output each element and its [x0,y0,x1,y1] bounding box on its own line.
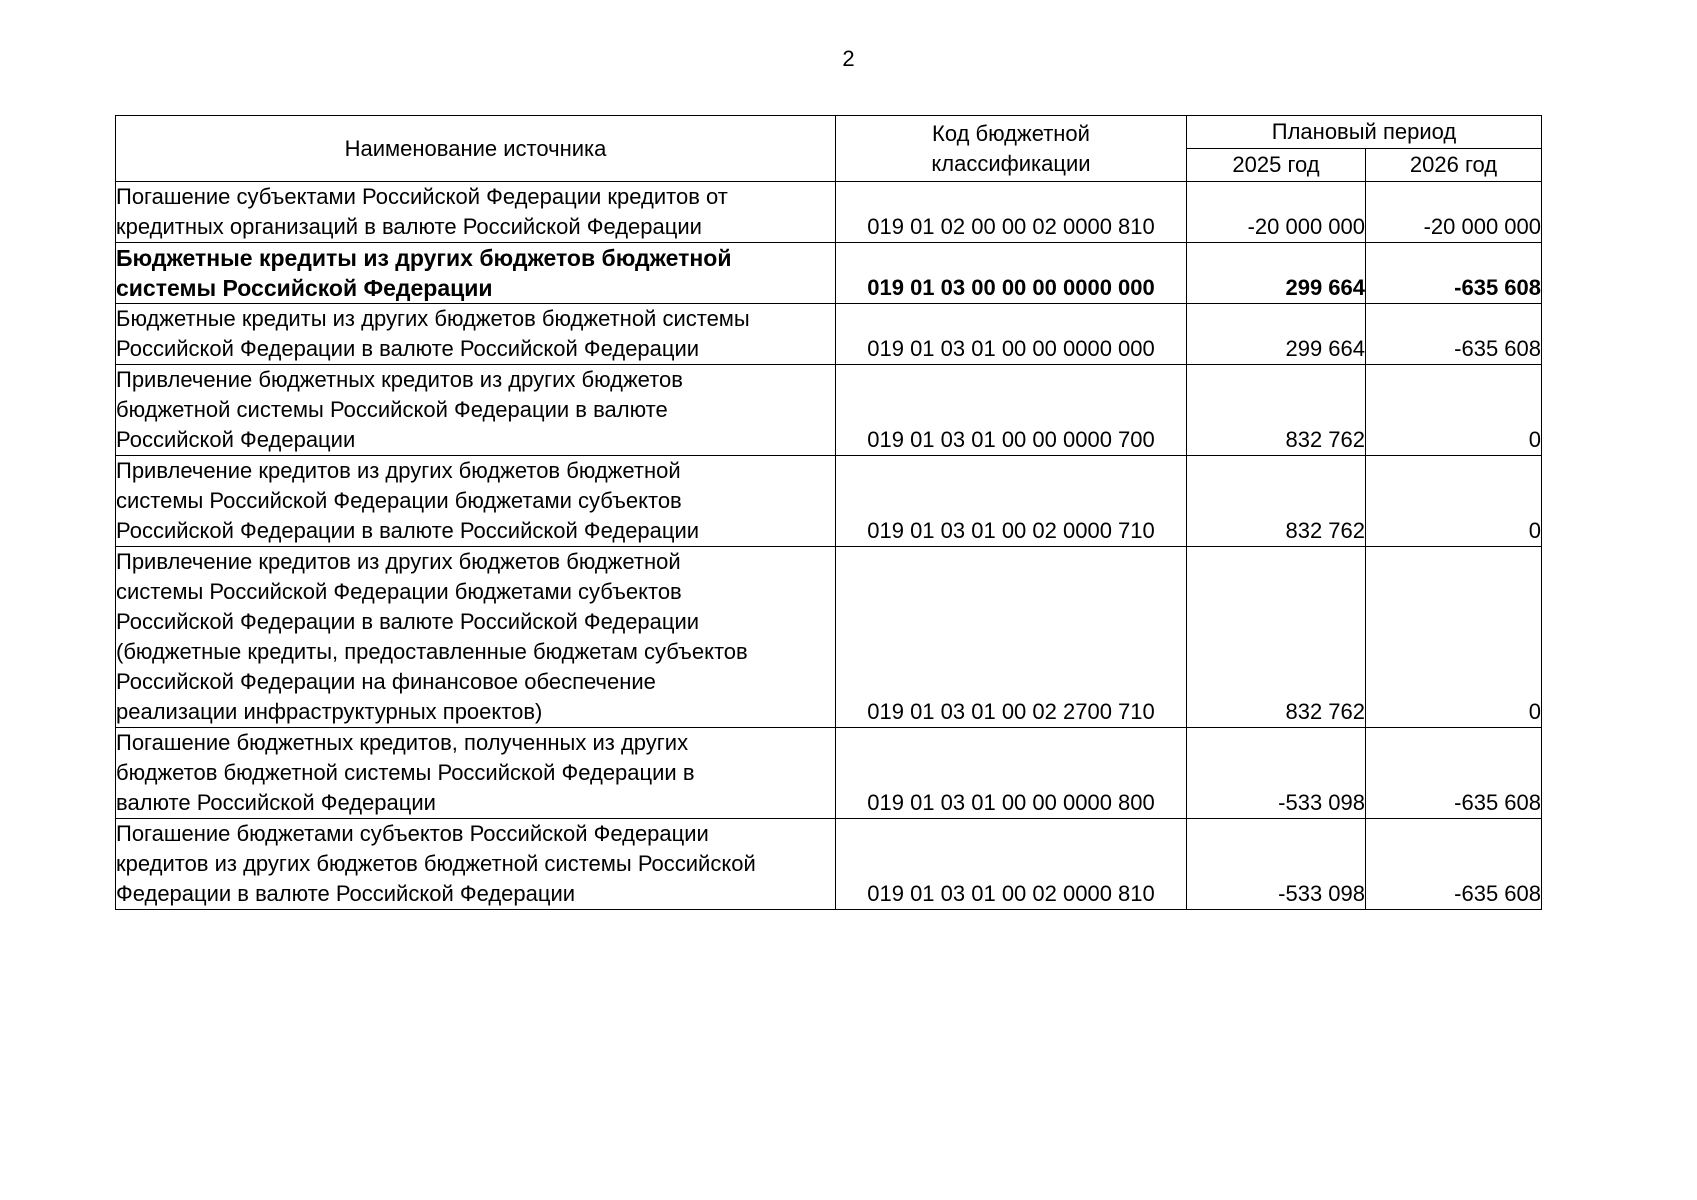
source-name-line: Бюджетные кредиты из других бюджетов бюджетной [116,245,732,271]
header-budget-code [836,116,1187,182]
source-name-line: Российской Федерации в валюте Российской Федерации [116,336,700,361]
source-name-line: бюджетной системы Российской Федерации в валюте [116,397,668,422]
amount-2025-cell: 832 762 [1187,365,1366,456]
budget-code-cell: 019 01 02 00 00 02 0000 810 [836,182,1187,243]
source-name-cell [116,547,836,728]
source-name-line: (бюджетные кредиты, предоставленные бюджетам субъектов [116,639,748,664]
budget-code-cell: 019 01 03 01 00 02 0000 710 [836,456,1187,547]
amount-2025-cell: -533 098 [1187,819,1366,910]
source-name-line: Российской Федерации в валюте Российской Федерации [116,609,700,634]
budget-code-cell: 019 01 03 00 00 00 0000 000 [836,243,1187,304]
source-name-line: Бюджетные кредиты из других бюджетов бюджетной системы [116,306,750,331]
source-name-line: системы Российской Федерации [116,275,493,301]
page-number: 2 [842,46,855,71]
source-name-line: системы Российской Федерации бюджетами субъектов [116,579,682,604]
source-name-line: Погашение бюджетных кредитов, полученных из других [116,730,689,755]
amount-2025-cell: 832 762 [1187,547,1366,728]
amount-2026-cell: 0 [1366,365,1542,456]
source-name-line: реализации инфраструктурных проектов) [116,699,543,724]
budget-code-cell: 019 01 03 01 00 02 0000 810 [836,819,1187,910]
header-code-line1: Код бюджетной [932,120,1090,146]
amount-2026-cell: 0 [1366,547,1542,728]
amount-2026-cell: -20 000 000 [1366,182,1542,243]
source-name-line: кредитных организаций в валюте Российской Федерации [116,214,702,239]
table-row [116,182,1542,243]
budget-code-cell: 019 01 03 01 00 00 0000 000 [836,304,1187,365]
source-name-line: Привлечение кредитов из других бюджетов бюджетной [116,458,681,483]
source-name-line: Российской Федерации на финансовое обеспечение [116,669,656,694]
source-name-line: Российской Федерации в валюте Российской Федерации [116,518,700,543]
header-planning-period: Плановый период [1187,116,1542,149]
amount-2026-cell: -635 608 [1366,819,1542,910]
budget-code-cell: 019 01 03 01 00 02 2700 710 [836,547,1187,728]
budget-code-cell: 019 01 03 01 00 00 0000 700 [836,365,1187,456]
source-name-line: Российской Федерации [116,427,356,452]
source-name-line: валюте Российской Федерации [116,790,436,815]
table-row [116,304,1542,365]
source-name-cell [116,243,836,304]
source-name-cell [116,456,836,547]
source-name-line: Привлечение бюджетных кредитов из других бюджетов [116,367,683,392]
source-name-line: Погашение субъектами Российской Федерации кредитов от [116,184,728,209]
amount-2026-cell: -635 608 [1366,728,1542,819]
amount-2025-cell: 299 664 [1187,243,1366,304]
amount-2025-cell: -533 098 [1187,728,1366,819]
source-name-cell [116,819,836,910]
header-year-2026: 2026 год [1366,149,1542,182]
amount-2025-cell: 299 664 [1187,304,1366,365]
header-source-name: Наименование источника [116,116,836,182]
table-row [116,456,1542,547]
source-name-line: кредитов из других бюджетов бюджетной системы Российской [116,851,756,876]
table-row [116,547,1542,728]
source-name-line: бюджетов бюджетной системы Российской Федерации в [116,760,695,785]
budget-sources-table [115,115,1542,910]
source-name-cell [116,304,836,365]
source-name-cell [116,365,836,456]
amount-2025-cell: 832 762 [1187,456,1366,547]
header-year-2025: 2025 год [1187,149,1366,182]
table-row [116,243,1542,304]
table-header [116,116,1542,182]
source-name-line: Федерации в валюте Российской Федерации [116,881,576,906]
amount-2025-cell: -20 000 000 [1187,182,1366,243]
budget-code-cell: 019 01 03 01 00 00 0000 800 [836,728,1187,819]
source-name-cell [116,182,836,243]
source-name-cell [116,728,836,819]
amount-2026-cell: -635 608 [1366,304,1542,365]
source-name-line: Погашение бюджетами субъектов Российской Федерации [116,821,709,846]
table-row [116,365,1542,456]
amount-2026-cell: -635 608 [1366,243,1542,304]
table-body [116,182,1542,910]
source-name-line: системы Российской Федерации бюджетами субъектов [116,488,682,513]
table-row [116,728,1542,819]
table-row [116,819,1542,910]
amount-2026-cell: 0 [1366,456,1542,547]
header-code-line2: классификации [931,150,1091,176]
source-name-line: Привлечение кредитов из других бюджетов бюджетной [116,549,681,574]
